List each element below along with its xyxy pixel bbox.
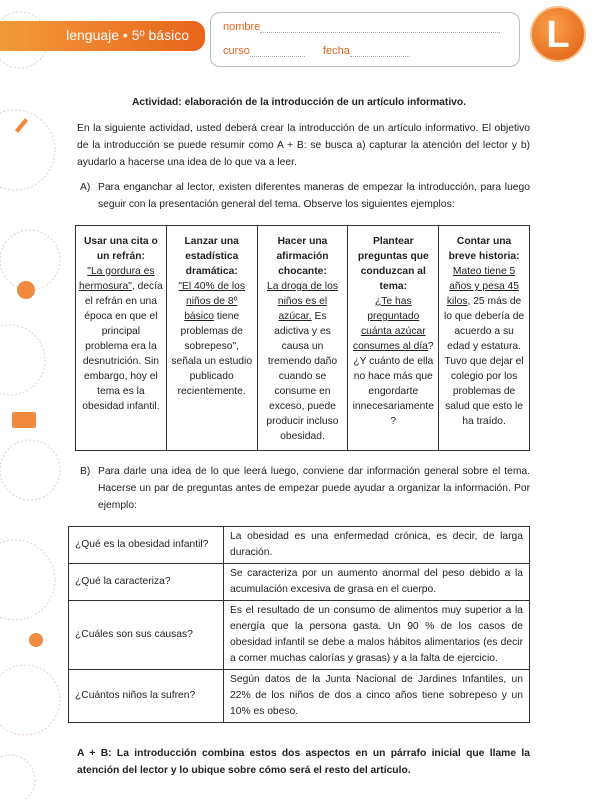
example-quote: "El 40% de los niños de 8º básico [178,281,245,322]
table-row [69,564,530,601]
answer-cell: Se caracteriza por un aumento anormal del peso debido a la acumulación excesiva de grasa en el cuerpo. [224,564,530,601]
curso-label: curso [223,45,250,57]
section-a-text: Para enganchar al lector, existen diferentes maneras de empezar la introducción, para luego seguir con la presentación general del tema. Observe los siguientes ejemplos: [98,182,530,210]
section-b-text: Para darle una idea de lo que leerá luego, conviene dar información general sobre el tema. Hacerse un par de preguntas antes de empezar puede ayudar a organizar la información. Por ejemplo: [98,466,530,511]
answer-cell: Es el resultado de un consumo de alimentos muy superior a la energía que la persona gasta. Un 90 % de los casos de obesidad infantil se debe a malos hábitos alimentarios (es decir a comer muchas calorías y grasas) y a la falta de ejercicio. [224,601,530,670]
conclusion-paragraph: A + B: La introducción combina estos dos aspectos en un párrafo inicial que llame la atención del lector y lo ubique sobre cómo será el resto del artículo. [77,748,530,776]
example-body: tiene problemas de sobrepeso", señala un estudio publicado recientemente. [171,311,253,397]
table-row [69,527,530,564]
section-a [80,179,530,213]
question-cell: ¿Qué es la obesidad infantil? [69,527,224,564]
subject-label: lenguaje • 5º básico [66,27,189,43]
example-cell [166,226,257,451]
example-body: Es adictiva y es causa un tremendo daño cuando se consume en exceso, puede producir incluso obesidad. [266,311,339,442]
question-cell: ¿Qué la caracteriza? [69,564,224,601]
page-title: Actividad: elaboración de la introducción de un artículo informativo. [131,97,467,108]
answer-cell: La obesidad es una enfermedad crónica, es decir, de larga duración. [224,527,530,564]
example-heading: Lanzar una estadística dramática: [184,236,239,277]
worksheet-content [68,0,530,799]
nombre-label: nombre [223,21,261,33]
example-cell [439,226,530,451]
logo-badge: L [530,6,586,62]
example-quote: Mateo tiene 5 años y pesa 45 kilos [446,266,520,307]
example-quote: ¿Te has preguntado cuánta azúcar consumes al día [352,296,428,352]
qa-table [68,526,530,723]
example-body: ? ¿Y cuánto de ella no hace más que engordarte innecesariamente? [352,341,434,427]
question-cell: ¿Cuáles son sus causas? [69,601,224,670]
examples-table [75,225,530,451]
section-a-label: A) [80,182,91,193]
table-row [69,670,530,723]
example-body: , decía el refrán en una época en que el principal problema era la desnutrición. Sin embargo, hoy el tema es la obesidad infantil. [82,281,163,412]
example-heading: Plantear preguntas que conduzcan al tema: [357,236,429,292]
section-b [80,463,530,514]
example-heading: Hacer una afirmación chocante: [276,236,329,277]
example-cell [348,226,439,451]
example-body: , 25 más de lo que debería de acuerdo a su edad y estatura. Tuvo que dejar el colegio por los problemas de salud que esto le ha traído. [444,296,525,427]
question-cell: ¿Cuántos niños la sufren? [69,670,224,723]
table-row [69,601,530,670]
decorative-swirls [0,0,70,800]
example-cell [257,226,348,451]
fecha-label: fecha [322,45,350,57]
example-heading: Contar una breve historia: [448,236,520,262]
decorative-icons [12,118,43,647]
example-quote: "La gordura es hermosura" [79,266,155,292]
section-b-label: B) [80,466,91,477]
example-heading: Usar una cita o un refrán: [83,236,158,262]
example-quote: La droga de los niños es el azúcar. [266,281,338,322]
answer-cell: Según datos de la Junta Nacional de Jardines Infantiles, un 22% de los niños de dos a cinco años tiene sobrepeso y un 10% es obeso. [224,670,530,723]
example-cell [76,226,167,451]
intro-paragraph: En la siguiente actividad, usted deberá crear la introducción de un artículo informativo. El objetivo de la introducción se puede resumir como A + B: se busca a) capturar la atención del lector y b) ayudarlo a hacerse una idea de lo que va a leer. [77,123,530,168]
